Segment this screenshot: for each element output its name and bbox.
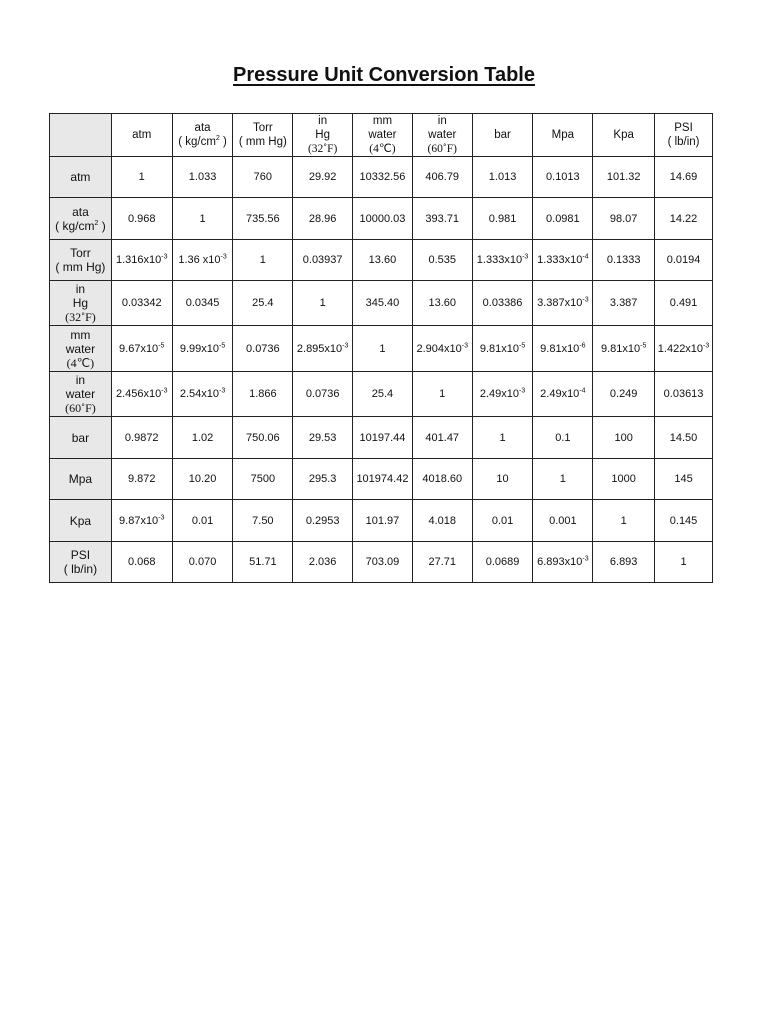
table-row bbox=[50, 459, 713, 500]
label-line: in bbox=[75, 282, 86, 296]
table-cell: 1 bbox=[172, 198, 233, 240]
exponent: -3 bbox=[158, 513, 165, 521]
table-cell: $9.87x10^{-3}$ bbox=[111, 500, 172, 542]
exponent: -3 bbox=[522, 253, 529, 261]
label-line: atm bbox=[70, 170, 91, 184]
label-line: Mpa bbox=[551, 129, 575, 141]
table-cell: 406.79 bbox=[412, 157, 472, 198]
label-line: ( $kg/cm^2$ ) bbox=[55, 218, 106, 233]
header-row bbox=[50, 114, 713, 157]
label-line: Torr bbox=[70, 246, 91, 260]
table-cell: $1.316x10^{-3}$ bbox=[111, 240, 172, 281]
column-header bbox=[593, 114, 655, 157]
table-row bbox=[50, 417, 713, 459]
exponent: -3 bbox=[582, 296, 589, 304]
table-cell: 1 bbox=[233, 240, 293, 281]
label-superscript: 2 bbox=[94, 219, 99, 227]
exponent: -3 bbox=[703, 341, 710, 349]
table-cell: 401.47 bbox=[412, 417, 472, 459]
label-line: mm bbox=[70, 327, 91, 342]
row-header bbox=[50, 157, 112, 198]
table-cell: 29.92 bbox=[293, 157, 353, 198]
label-line-temperature: (60˚F) bbox=[427, 143, 457, 155]
table-row bbox=[50, 372, 713, 417]
table-cell: 0.145 bbox=[655, 500, 713, 542]
row-header bbox=[50, 542, 112, 583]
table-cell: 7.50 bbox=[233, 500, 293, 542]
label-line: ( lb/in) bbox=[63, 562, 98, 576]
label-superscript: 2 bbox=[215, 135, 220, 143]
table-cell: 0.0736 bbox=[233, 326, 293, 372]
table-cell: 0.1333 bbox=[593, 240, 655, 281]
table-cell: $9.67x10^{-5}$ bbox=[111, 326, 172, 372]
exponent: -3 bbox=[461, 341, 468, 349]
column-header bbox=[233, 114, 293, 157]
table-cell: $2.49x10^{-3}$ bbox=[472, 372, 533, 417]
table-cell: $2.895x10^{-3}$ bbox=[293, 326, 353, 372]
conversion-table bbox=[49, 113, 713, 583]
table-cell: 1.866 bbox=[233, 372, 293, 417]
table-cell: 0.968 bbox=[111, 198, 172, 240]
table-cell: 760 bbox=[233, 157, 293, 198]
table-cell: 10332.56 bbox=[353, 157, 413, 198]
table-cell: 51.71 bbox=[233, 542, 293, 583]
table-cell: 1 bbox=[472, 417, 533, 459]
table-cell: 750.06 bbox=[233, 417, 293, 459]
table-cell: 0.1 bbox=[533, 417, 593, 459]
table-cell: 0.981 bbox=[472, 198, 533, 240]
table-cell: 0.0345 bbox=[172, 281, 233, 326]
table-cell: 1 bbox=[655, 542, 713, 583]
table-cell: 4018.60 bbox=[412, 459, 472, 500]
table-cell: 98.07 bbox=[593, 198, 655, 240]
table-cell: 0.2953 bbox=[293, 500, 353, 542]
label-line: atm bbox=[132, 129, 152, 141]
table-cell: 0.9872 bbox=[111, 417, 172, 459]
table-cell: 0.03342 bbox=[111, 281, 172, 326]
label-line-temperature: (32˚F) bbox=[307, 143, 338, 155]
label-line: Torr bbox=[252, 122, 273, 134]
row-header bbox=[50, 240, 112, 281]
table-cell: 2.036 bbox=[293, 542, 353, 583]
table-row bbox=[50, 542, 713, 583]
exponent: -3 bbox=[161, 253, 168, 261]
page-title: Pressure Unit Conversion Table bbox=[233, 64, 535, 86]
table-cell: 0.0736 bbox=[293, 372, 353, 417]
exponent: -6 bbox=[579, 341, 586, 349]
table-cell: 101974.42 bbox=[353, 459, 413, 500]
label-line: mm bbox=[372, 115, 393, 127]
exponent: -4 bbox=[582, 253, 589, 261]
table-cell: 0.01 bbox=[172, 500, 233, 542]
row-header bbox=[50, 281, 112, 326]
table-cell: 9.872 bbox=[111, 459, 172, 500]
table-cell: $1.422x10^{-3}$ bbox=[655, 326, 713, 372]
label-line: ata bbox=[194, 122, 211, 134]
table-cell: 0.03613 bbox=[655, 372, 713, 417]
table-cell: $1.333x10^{-4}$ bbox=[533, 240, 593, 281]
table-cell: 0.01 bbox=[472, 500, 533, 542]
table-cell: 25.4 bbox=[353, 372, 413, 417]
table-cell: 10000.03 bbox=[353, 198, 413, 240]
table-cell: 1000 bbox=[593, 459, 655, 500]
label-line: PSI bbox=[70, 548, 91, 562]
table-cell: 0.03937 bbox=[293, 240, 353, 281]
column-header bbox=[472, 114, 533, 157]
table-cell: 1.033 bbox=[172, 157, 233, 198]
label-line: ( $kg/cm^2$ ) bbox=[178, 135, 227, 148]
table-cell: 3.387 bbox=[593, 281, 655, 326]
label-line: in bbox=[318, 115, 328, 127]
table-cell: 0.491 bbox=[655, 281, 713, 326]
label-line-temperature: (4℃) bbox=[66, 355, 95, 370]
label-line: bar bbox=[71, 430, 90, 445]
table-row bbox=[50, 281, 713, 326]
label-line: ata bbox=[72, 204, 89, 219]
row-header bbox=[50, 372, 112, 417]
table-cell: $3.387x10^{-3}$ bbox=[533, 281, 593, 326]
table-cell: 0.535 bbox=[412, 240, 472, 281]
label-line: ( lb/in) bbox=[667, 136, 700, 148]
table-cell: 100 bbox=[593, 417, 655, 459]
table-cell: 1 bbox=[412, 372, 472, 417]
table-cell: 1 bbox=[353, 326, 413, 372]
exponent: -5 bbox=[219, 341, 226, 349]
table-cell: 145 bbox=[655, 459, 713, 500]
table-cell: 10197.44 bbox=[353, 417, 413, 459]
table-cell: 6.893 bbox=[593, 542, 655, 583]
label-line: water bbox=[65, 387, 96, 401]
exponent: -3 bbox=[219, 387, 226, 395]
table-cell: 0.249 bbox=[593, 372, 655, 417]
table-cell: 0.0981 bbox=[533, 198, 593, 240]
table-cell: 0.0194 bbox=[655, 240, 713, 281]
table-cell: 14.50 bbox=[655, 417, 713, 459]
column-header bbox=[412, 114, 472, 157]
row-header bbox=[50, 500, 112, 542]
exponent: -4 bbox=[579, 387, 586, 395]
table-cell: 1 bbox=[533, 459, 593, 500]
label-line: Hg bbox=[72, 296, 89, 310]
column-header bbox=[533, 114, 593, 157]
table-cell: 1.013 bbox=[472, 157, 533, 198]
table-cell: 0.070 bbox=[172, 542, 233, 583]
table-cell: 1 bbox=[111, 157, 172, 198]
row-header bbox=[50, 198, 112, 240]
label-line-temperature: (32˚F) bbox=[65, 310, 96, 324]
table-cell: 14.69 bbox=[655, 157, 713, 198]
table-cell: 4.018 bbox=[412, 500, 472, 542]
table-cell: $2.456x10^{-3}$ bbox=[111, 372, 172, 417]
table-cell: 1 bbox=[293, 281, 353, 326]
table-cell: 13.60 bbox=[412, 281, 472, 326]
table-cell: 13.60 bbox=[353, 240, 413, 281]
table-cell: 1 bbox=[593, 500, 655, 542]
table-cell: 735.56 bbox=[233, 198, 293, 240]
label-line-temperature: (60˚F) bbox=[65, 401, 96, 415]
table-cell: 1.36 $x10^{-3}$ bbox=[172, 240, 233, 281]
table-row bbox=[50, 157, 713, 198]
table-row bbox=[50, 500, 713, 542]
table-cell: 10 bbox=[472, 459, 533, 500]
table-cell: 27.71 bbox=[412, 542, 472, 583]
column-header bbox=[111, 114, 172, 157]
table-cell: 28.96 bbox=[293, 198, 353, 240]
table-cell: 345.40 bbox=[353, 281, 413, 326]
row-header bbox=[50, 326, 112, 372]
label-line: Kpa bbox=[613, 129, 634, 141]
table-cell: $9.81x10^{-6}$ bbox=[533, 326, 593, 372]
label-line: water bbox=[65, 341, 96, 356]
label-line: Kpa bbox=[69, 513, 92, 528]
table-cell: $2.49x10^{-4}$ bbox=[533, 372, 593, 417]
label-line-temperature: (4℃) bbox=[369, 143, 396, 155]
table-cell: 101.97 bbox=[353, 500, 413, 542]
column-header bbox=[655, 114, 713, 157]
column-header bbox=[172, 114, 233, 157]
label-line: bar bbox=[494, 129, 511, 141]
table-cell: $9.81x10^{-5}$ bbox=[593, 326, 655, 372]
column-header bbox=[353, 114, 413, 157]
row-header bbox=[50, 459, 112, 500]
column-header bbox=[293, 114, 353, 157]
table-cell: 29.53 bbox=[293, 417, 353, 459]
table-cell: 0.03386 bbox=[472, 281, 533, 326]
table-cell: 10.20 bbox=[172, 459, 233, 500]
table-row bbox=[50, 198, 713, 240]
exponent: -5 bbox=[158, 341, 165, 349]
exponent: -3 bbox=[220, 253, 227, 261]
label-line: Mpa bbox=[68, 472, 93, 486]
exponent: -3 bbox=[342, 341, 349, 349]
table-row bbox=[50, 326, 713, 372]
exponent: -3 bbox=[582, 555, 589, 563]
label-line: Hg bbox=[315, 129, 330, 141]
label-line: water bbox=[428, 129, 457, 141]
corner-cell bbox=[50, 114, 112, 157]
table-cell: 1.02 bbox=[172, 417, 233, 459]
label-line: in bbox=[75, 373, 86, 387]
table-cell: 0.068 bbox=[111, 542, 172, 583]
table-cell: $2.904x10^{-3}$ bbox=[412, 326, 472, 372]
table-cell: $9.81x10^{-5}$ bbox=[472, 326, 533, 372]
table-cell: 0.1013 bbox=[533, 157, 593, 198]
label-line: PSI bbox=[674, 122, 693, 134]
exponent: -5 bbox=[640, 341, 647, 349]
table-cell: $2.54x10^{-3}$ bbox=[172, 372, 233, 417]
exponent: -5 bbox=[519, 341, 526, 349]
table-cell: 0.0689 bbox=[472, 542, 533, 583]
table-cell: 0.001 bbox=[533, 500, 593, 542]
table-row bbox=[50, 240, 713, 281]
table-cell: 101.32 bbox=[593, 157, 655, 198]
table-cell: 14.22 bbox=[655, 198, 713, 240]
exponent: -3 bbox=[519, 387, 526, 395]
table-cell: 393.71 bbox=[412, 198, 472, 240]
label-line: water bbox=[368, 129, 397, 141]
label-line: ( mm Hg) bbox=[55, 260, 106, 274]
label-line: ( mm Hg) bbox=[238, 136, 287, 148]
table-cell: $1.333x10^{-3}$ bbox=[472, 240, 533, 281]
table-cell: 7500 bbox=[233, 459, 293, 500]
exponent: -3 bbox=[161, 387, 168, 395]
table-cell: 25.4 bbox=[233, 281, 293, 326]
row-header bbox=[50, 417, 112, 459]
table-cell: 703.09 bbox=[353, 542, 413, 583]
table-cell: $9.99x10^{-5}$ bbox=[172, 326, 233, 372]
table-cell: $6.893x10^{-3}$ bbox=[533, 542, 593, 583]
label-line: in bbox=[437, 115, 447, 127]
table-cell: 295.3 bbox=[293, 459, 353, 500]
